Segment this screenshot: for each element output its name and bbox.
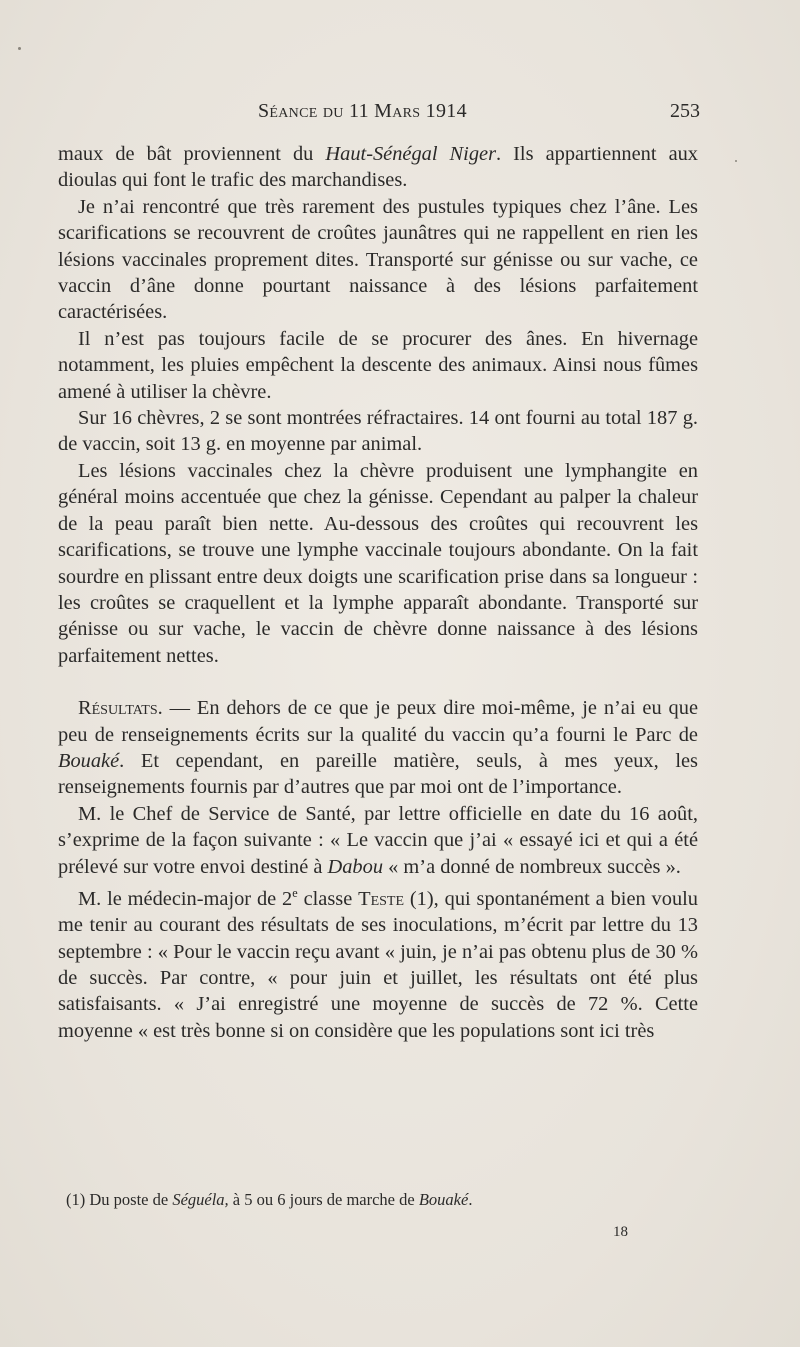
- text-segment: Sur 16 chèvres, 2 se sont montrées réfractaires. 14 ont fourni au total 187 g. de vaccin, soit 13 g. en moyenne par animal.: [58, 407, 698, 456]
- signature-mark: 18: [613, 1224, 628, 1240]
- superscript-text: e: [292, 885, 298, 900]
- paragraph-p3: [58, 326, 698, 405]
- italic-text: Haut-Sénégal Niger: [325, 143, 497, 165]
- text-segment: . — En dehors de ce que je peux dire moi-même, je n’ai eu que peu de renseignements écrits sur la qualité du vaccin qu’a fourni le Parc de: [58, 697, 698, 746]
- text-segment: à 5 ou 6 jours de marche de: [228, 1190, 419, 1209]
- running-title: Séance du 11 Mars 1914: [258, 100, 467, 122]
- italic-text: Séguéla,: [172, 1190, 229, 1209]
- italic-text: Bouaké: [58, 749, 120, 772]
- paragraph-p4: [58, 405, 698, 458]
- paper-speck: [735, 160, 737, 162]
- smallcaps-text: Résultats: [78, 697, 158, 720]
- text-segment: (1), qui spontanément a bien voulu me tenir au courant des résultats de ses inoculations, m’écrit par lettre du 13 septembre : « Pour le vaccin reçu avant « juin, je n’ai pas obtenu plus de 30 % de succès. Par contre, « pour juin et juillet, les résultats ont été plus satisfaisants. « J’ai enregistré une moyenne de succès de 72 %. Cette moyenne « est très bonne si on considère que les populations sont ici très: [58, 887, 698, 1042]
- paragraph-p1: [58, 141, 698, 194]
- page-header: [60, 100, 700, 130]
- footnote: [66, 1189, 686, 1211]
- paragraph-p7: [58, 801, 698, 880]
- paper-speck: [18, 47, 21, 50]
- paragraph-p6: [58, 695, 698, 801]
- smallcaps-text: Teste: [358, 887, 405, 910]
- page-number: 253: [670, 100, 700, 122]
- paragraph-p5: [58, 458, 698, 669]
- text-segment: Il n’est pas toujours facile de se procurer des ânes. En hivernage notamment, les pluies empêchent la descente des animaux. Ainsi nous fûmes amené à utiliser la chèvre.: [58, 327, 698, 403]
- paragraph-p2: [58, 194, 698, 326]
- text-segment: . Ils appartiennent aux dioulas qui font le trafic des marchandises.: [58, 143, 699, 192]
- text-segment: .: [468, 1190, 473, 1209]
- text-segment: M. le Chef de Service de Santé, par lettre officielle en date du 16 août, s’exprime de la façon suivante : « Le vaccin que j’ai « essayé ici et qui a été prélevé sur votre envoi destiné à: [58, 802, 698, 878]
- italic-text: Bouaké: [418, 1190, 469, 1209]
- text-segment: maux de bât proviennent du: [58, 143, 326, 165]
- text-segment: Les lésions vaccinales chez la chèvre produisent une lymphangite en général moins accentuée que chez la génisse. Cependant au palper la chaleur de la peau paraît bien nette. Au-dessous des croûtes qui recouvrent les scarifications, se trouve une lymphe vaccinale toujours abondante. On la fait sourdre en plissant entre deux doigts une scarification prise dans sa longueur : les croûtes se craquellent et la lymphe apparaît abondante. Transporté sur génisse ou sur vache, le vaccin de chèvre donne naissance à des lésions parfaitement nettes.: [58, 459, 698, 667]
- body-text: [58, 141, 698, 1044]
- paragraph-p8: [58, 880, 698, 1044]
- text-segment: M. le médecin-major de 2: [78, 887, 293, 910]
- text-segment: . Et cependant, en pareille matière, seuls, à mes yeux, les renseignements fournis par d’autres que par moi ont de l’importance.: [58, 749, 698, 799]
- text-segment: « m’a donné de nombreux succès ».: [383, 855, 681, 878]
- text-segment: Je n’ai rencontré que très rarement des pustules typiques chez l’âne. Les scarifications se recouvrent de croûtes jaunâtres qui ne rappellent en rien les lésions vaccinales proprement dites. Transporté sur génisse ou sur vache, ce vaccin d’âne donne pourtant naissance à des lésions parfaitement caractérisées.: [58, 195, 698, 324]
- italic-text: Dabou: [327, 855, 384, 878]
- text-segment: (1) Du poste de: [66, 1190, 173, 1209]
- text-segment: classe: [297, 887, 359, 910]
